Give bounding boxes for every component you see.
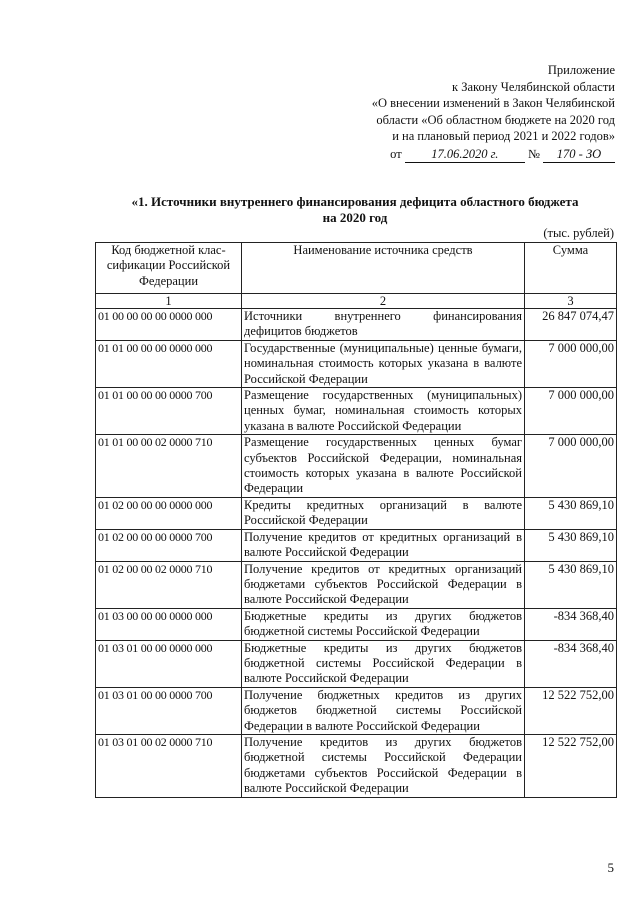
table-row: [96, 734, 617, 797]
cell-sum: 26 847 074,47: [525, 309, 617, 341]
header-sum: Сумма: [525, 243, 617, 294]
table-row: [96, 529, 617, 561]
annex-line: и на плановый период 2021 и 2022 годов»: [392, 129, 615, 143]
cell-sum: 5 430 869,10: [525, 497, 617, 529]
decree-date: 17.06.2020 г.: [405, 146, 525, 164]
annex-line: к Закону Челябинской области: [452, 79, 615, 94]
decree-line: [390, 146, 615, 164]
table-header-row: [96, 243, 617, 294]
column-number: 1: [96, 294, 242, 309]
table-row: [96, 608, 617, 640]
cell-name: Источники внутреннего финансирования дефицитов бюджетов: [242, 309, 525, 341]
cell-name: Получение бюджетных кредитов из других бюджетов бюджетной системы Российской Федерации в валюте Российской Федерации: [242, 687, 525, 734]
units-label: (тыс. рублей): [543, 226, 614, 240]
annex-header: [295, 62, 615, 163]
cell-code: 01 01 00 00 02 0000 710: [96, 435, 242, 498]
cell-name: Размещение государственных (муниципальных) ценных бумаг, номинальная стоимость которых указана в валюте Российской Федерации: [242, 388, 525, 435]
cell-sum: 12 522 752,00: [525, 734, 617, 797]
header-code: Код бюджетной клас-сификации Российской Федерации: [96, 243, 242, 294]
cell-name: Бюджетные кредиты из других бюджетов бюджетной системы Российской Федерации в валюте Российской Федерации: [242, 640, 525, 687]
cell-code: 01 00 00 00 00 0000 000: [96, 309, 242, 341]
cell-name: Получение кредитов от кредитных организаций в валюте Российской Федерации: [242, 529, 525, 561]
table-row: [96, 687, 617, 734]
annex-line: области «Об областном бюджете на 2020 год: [376, 112, 615, 127]
from-label: от: [390, 146, 402, 161]
cell-sum: -834 368,40: [525, 640, 617, 687]
section-heading: [95, 194, 615, 226]
column-number: 3: [525, 294, 617, 309]
cell-sum: 7 000 000,00: [525, 340, 617, 387]
cell-code: 01 03 01 00 00 0000 000: [96, 640, 242, 687]
cell-code: 01 03 01 00 02 0000 710: [96, 734, 242, 797]
cell-code: 01 03 00 00 00 0000 000: [96, 608, 242, 640]
financing-table: [95, 242, 617, 798]
cell-name: Кредиты кредитных организаций в валюте Российской Федерации: [242, 497, 525, 529]
cell-code: 01 02 00 00 00 0000 000: [96, 497, 242, 529]
cell-name: Государственные (муниципальные) ценные бумаги, номинальная стоимость которых указана в валюте Российской Федерации: [242, 340, 525, 387]
header-name: Наименование источника средств: [242, 243, 525, 294]
table-row: [96, 388, 617, 435]
cell-sum: 5 430 869,10: [525, 561, 617, 608]
cell-sum: 5 430 869,10: [525, 529, 617, 561]
cell-name: Бюджетные кредиты из других бюджетов бюджетной системы Российской Федерации: [242, 608, 525, 640]
cell-sum: 12 522 752,00: [525, 687, 617, 734]
cell-code: 01 02 00 00 00 0000 700: [96, 529, 242, 561]
decree-number: 170 - ЗО: [543, 146, 615, 164]
table-row: [96, 435, 617, 498]
number-label: №: [527, 146, 540, 161]
column-number-row: [96, 294, 617, 309]
heading-line: «1. Источники внутреннего финансирования дефицита областного бюджета: [131, 194, 579, 209]
cell-sum: 7 000 000,00: [525, 388, 617, 435]
heading-line: на 2020 год: [322, 210, 388, 225]
table-row: [96, 497, 617, 529]
cell-name: Получение кредитов от кредитных организаций бюджетами субъектов Российской Федерации в валюте Российской Федерации: [242, 561, 525, 608]
page-number: 5: [607, 860, 614, 875]
cell-sum: -834 368,40: [525, 608, 617, 640]
table-body: [96, 309, 617, 798]
cell-code: 01 03 01 00 00 0000 700: [96, 687, 242, 734]
table-row: [96, 561, 617, 608]
annex-line: «О внесении изменений в Закон Челябинской: [371, 96, 615, 110]
cell-sum: 7 000 000,00: [525, 435, 617, 498]
cell-name: Размещение государственных ценных бумаг субъектов Российской Федерации, номинальная стоимость которых указана в валюте Российской Федерации: [242, 435, 525, 498]
table-row: [96, 309, 617, 341]
column-number: 2: [242, 294, 525, 309]
table-row: [96, 640, 617, 687]
cell-code: 01 01 00 00 00 0000 700: [96, 388, 242, 435]
annex-line: Приложение: [547, 63, 615, 77]
cell-name: Получение кредитов из других бюджетов бюджетной системы Российской Федерации бюджетами субъектов Российской Федерации в валюте Российской Федерации: [242, 734, 525, 797]
table-row: [96, 340, 617, 387]
cell-code: 01 02 00 00 02 0000 710: [96, 561, 242, 608]
cell-code: 01 01 00 00 00 0000 000: [96, 340, 242, 387]
